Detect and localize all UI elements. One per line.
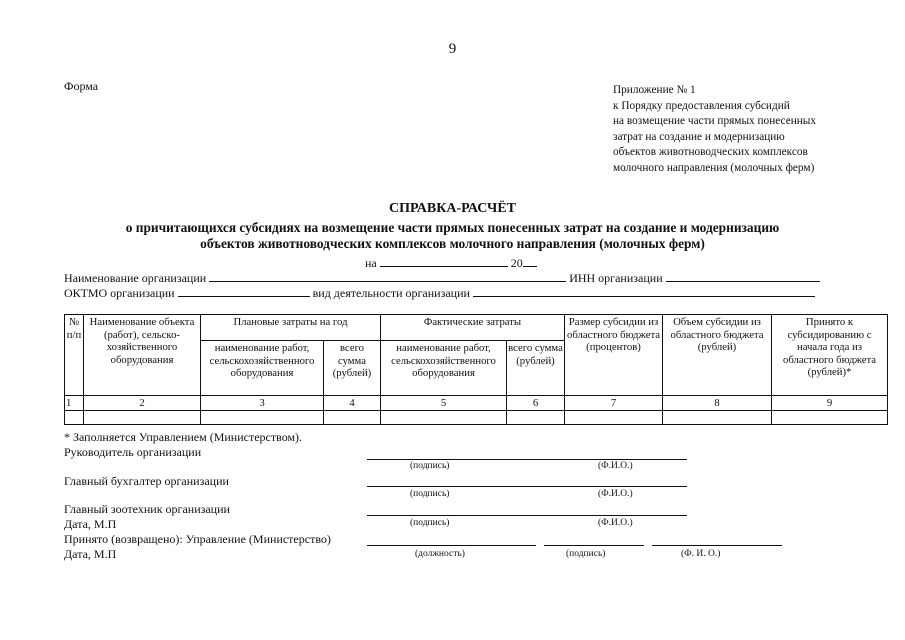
column-number: 3	[201, 396, 324, 411]
fio-caption: (Ф.И.О.)	[598, 461, 633, 471]
oktmo-field[interactable]	[178, 285, 310, 297]
signature-line[interactable]	[544, 545, 644, 546]
table-cell[interactable]	[201, 411, 324, 425]
oktmo-line	[64, 285, 815, 301]
table-cell[interactable]	[381, 411, 507, 425]
org-name-field[interactable]	[209, 270, 566, 282]
zootech-label: Главный зоотехник организации	[64, 502, 230, 516]
header-rate: Размер субсидии из областного бюджета (процентов)	[565, 315, 663, 396]
sign-caption: (подпись)	[410, 518, 450, 528]
table-cell[interactable]	[65, 411, 84, 425]
date-line	[365, 255, 537, 271]
accountant-label: Главный бухгалтер организации	[64, 474, 229, 488]
document-title: СПРАВКА-РАСЧЁТ	[388, 201, 517, 216]
sign-caption: (подпись)	[410, 461, 450, 471]
table-cell[interactable]	[324, 411, 381, 425]
activity-label: вид деятельности организации	[312, 286, 470, 300]
position-line[interactable]	[367, 545, 536, 546]
header-accepted: Принято к субсидированию с начала года из областного бюджета (рублей)*	[772, 315, 888, 396]
year-field[interactable]	[523, 255, 537, 267]
org-name-label: Наименование организации	[64, 271, 207, 285]
appendix-line: к Порядку предоставления субсидий	[613, 99, 790, 112]
column-number: 2	[84, 396, 201, 411]
column-number: 7	[565, 396, 663, 411]
date-field[interactable]	[380, 255, 508, 267]
inn-label: ИНН организации	[569, 271, 663, 285]
org-line	[64, 270, 820, 286]
header-volume: Объем субсидии из областного бюджета (рублей)	[663, 315, 772, 396]
header-num: № п/п	[65, 315, 84, 396]
header-planned-name: наименование работ, сельскохозяйственного оборудования	[201, 341, 324, 396]
header-actual: Фактические затраты	[381, 315, 565, 341]
appendix-line: на возмещение части прямых понесенных	[613, 115, 817, 127]
appendix-line: затрат на создание и модернизацию	[613, 130, 785, 143]
oktmo-label: ОКТМО организации	[64, 286, 175, 300]
table-cell[interactable]	[663, 411, 772, 425]
head-signature-line[interactable]	[367, 459, 687, 460]
header-object: Наименование объекта (работ), сельско-хозяйственного оборудования	[84, 315, 201, 396]
header-planned-total: всего сумма (рублей)	[324, 341, 381, 396]
table-cell[interactable]	[507, 411, 565, 425]
appendix-block	[613, 83, 816, 176]
table-cell[interactable]	[84, 411, 201, 425]
date-mp-label-2: Дата, М.П	[64, 547, 117, 561]
date-mp-label: Дата, М.П	[64, 517, 117, 531]
column-number: 1	[65, 396, 84, 411]
column-number: 6	[507, 396, 565, 411]
header-actual-total: всего сумма (рублей)	[507, 341, 565, 396]
inn-field[interactable]	[666, 270, 820, 282]
column-number: 5	[381, 396, 507, 411]
document-subtitle	[0, 220, 905, 252]
sign-caption: (подпись)	[566, 549, 606, 559]
date-prefix: на	[365, 256, 377, 270]
position-caption: (должность)	[415, 549, 465, 559]
fio-caption: (Ф. И. О.)	[681, 549, 721, 559]
subtitle-line-1: о причитающихся субсидиях на возмещение части прямых понесенных затрат на создание и модернизацию	[125, 220, 780, 235]
header-actual-name: наименование работ, сельскохозяйственного оборудования	[381, 341, 507, 396]
accepted-label: Принято (возвращено): Управление (Министерство)	[64, 532, 331, 546]
date-year: 20	[510, 256, 523, 270]
footnote: * Заполняется Управлением (Министерством).	[64, 430, 303, 444]
column-number: 9	[772, 396, 888, 411]
fio-line[interactable]	[652, 545, 782, 546]
column-number: 8	[663, 396, 772, 411]
column-number: 4	[324, 396, 381, 411]
zootech-signature-line[interactable]	[367, 515, 687, 516]
table-cell[interactable]	[772, 411, 888, 425]
accountant-signature-line[interactable]	[367, 486, 687, 487]
fio-caption: (Ф.И.О.)	[598, 489, 633, 499]
subtitle-line-2: объектов животноводческих комплексов молочного направления (молочных ферм)	[200, 236, 705, 251]
appendix-line: молочного направления (молочных ферм)	[613, 161, 815, 174]
fio-caption: (Ф.И.О.)	[598, 518, 633, 528]
page-number: 9	[448, 41, 457, 57]
appendix-line: Приложение № 1	[613, 84, 696, 96]
head-label: Руководитель организации	[64, 445, 202, 459]
activity-field[interactable]	[473, 285, 815, 297]
table-cell[interactable]	[565, 411, 663, 425]
sign-caption: (подпись)	[410, 489, 450, 499]
appendix-line: объектов животноводческих комплексов	[613, 146, 808, 158]
calculation-table	[64, 314, 888, 425]
form-label: Форма	[64, 79, 99, 93]
header-planned: Плановые затраты на год	[201, 315, 381, 341]
